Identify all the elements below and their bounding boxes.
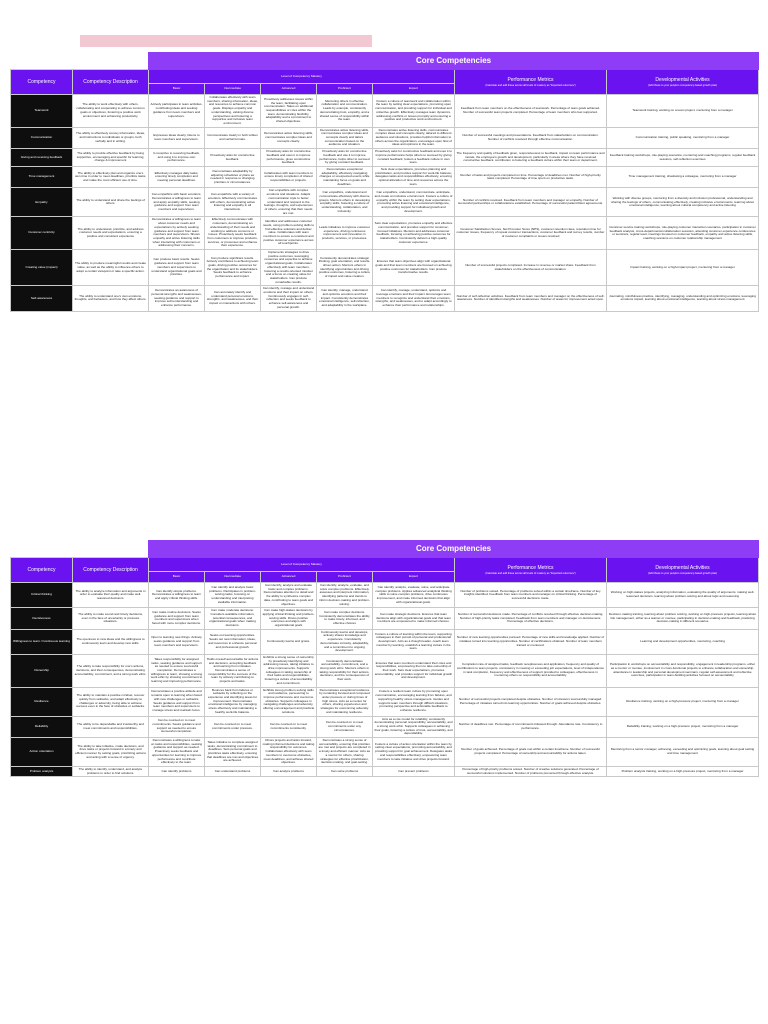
level-intermediate-cell: Effectively communicates with customers, demonstrating an understanding of their needs and working to address concerns or issues. Proactively seeks feedback from customers to improve products, services, or processes and enhance their experience. bbox=[205, 217, 261, 250]
level-basic-cell: Expresses ideas clearly, listens to team members and supervisors. bbox=[149, 127, 205, 149]
level-proficient-cell: Can empathize, understand and communicate effectively with diverse groups. Mentors others in developing empathy skills, fostering a culture of understanding, collaboration, and inclusivity. bbox=[317, 188, 373, 217]
level-advanced-cell: Exhibits strong problem-solving skills and resilience, persevering to improve performance and overcome obstacles. Supports colleagues in navigating challenges and adversity, offering encouragement and practical solutions. bbox=[261, 687, 317, 716]
level-basic-cell: Can empathize with basic emotions. Demonstrates a willingness to learn and apply empathy skills, seeking guidance and support from team members and supervisors. bbox=[149, 188, 205, 217]
level-expert-cell: Fosters a resilient team culture by promoting open communication, encouraging learning from failures, and supporting healthy stress management. Guides and supports team members through difficult situations, promoting perspective and actionable feedback to enhance resilience. bbox=[373, 687, 455, 716]
level-proficient-cell: Consistently demonstrates accountability, commitment, and a strong work ethic. Mentors others in taking responsibility for their actions, decisions, and the consequences of their work. bbox=[317, 654, 373, 687]
developmental-activities-cell: Customer service training workshops, role-playing customer interaction scenarios, participation in customer feedback analysis, cross-departmental collaboration sessions, attending customer experience conferences or seminars, regular team meetings focused on customer feedback, empathy and active listening skills, coaching sessions on customer relationship management bbox=[607, 217, 759, 250]
performance-metrics-cell: Number of goals achieved. Percentage of goals met within a certain timeframe. Number of successful projects completed. Percentage of ownership and accountability for actions taken. bbox=[455, 738, 607, 767]
description-header: Competency Description bbox=[73, 70, 149, 95]
level-proficient-cell: Leads initiatives to improve customer experience, driving continuous improvement and innovation in products, services, or processes. bbox=[317, 217, 373, 250]
performance-metrics-cell: Number of deadlines met. Percentage of commitments followed through. Attendance rate. Consistency in performance. bbox=[455, 716, 607, 738]
level-intermediate-cell: Can understand problems bbox=[205, 766, 261, 776]
level-basic-cell: Is receptive to receiving feedback, and using it to improve own performance. bbox=[149, 149, 205, 167]
level-intermediate-cell: Holds oneself accountable for actions and decisions, accepting feedback and learning from mistakes. Demonstrates a sense of responsibility for the success of the team by actively contributing to projects and tasks. bbox=[205, 654, 261, 687]
competency-description: The ability to effectively plan and organize one's own time in order to meet deadlines, prioritize tasks, and make the most efficient use of time. bbox=[73, 166, 149, 188]
competency-header: Competency bbox=[11, 558, 73, 583]
level-proficient-cell: Can identify, analyze, evaluate, and solve complex problems. Effectively assesses and interprets information, identifying patterns and trends to inform decision-making and problem-solving. bbox=[317, 583, 373, 608]
performance-metrics-cell: Number of successful decisions made. Percentage of conflicts resolved through effective decision-making. Number of high-priority tasks completed. Feedback from team members and manager on decisiveness. Percentage of effective decisions. bbox=[455, 608, 607, 630]
level-intermediate-header: Intermediate bbox=[205, 572, 261, 583]
performance-metrics-cell: Number of problems solved. Percentage of problems solved within a certain timeframe. Number of key insights identified. Feedback from team members and manager on critical thinking. Percentage of successful decisions made. bbox=[455, 583, 607, 608]
level-expert-header: Expert bbox=[373, 84, 455, 95]
activities-header: Developmental Activities (Add these to your people's competency-based growth plan) bbox=[607, 558, 759, 583]
metrics-header: Performance Metrics (Calculate and add these across all levels of mastery as "Expected outcomes") bbox=[455, 70, 607, 95]
level-intermediate-cell: Proactively asks for constructive feedback. bbox=[205, 149, 261, 167]
developmental-activities-cell: Feedback training workshops, role-playing scenarios, mentoring and coaching programs, regular feedback sessions, self-reflection exercises bbox=[607, 149, 759, 167]
level-basic-cell: Demonstrates an awareness of personal strengths and weaknesses, seeking guidance and support to improve self-understanding and enhance performance. bbox=[149, 286, 205, 311]
competency-description: The ability to be dependable and trustworthy and meet commitments and responsibilities. bbox=[73, 716, 149, 738]
level-intermediate-cell: Bounces back from failures or setbacks by reflecting on the experience and identifying areas for improvement. Demonstrates emotional intelligence by managing stress effectively and maintaining a healthy work-life balance. bbox=[205, 687, 261, 716]
level-proficient-cell: Demonstrates exceptional resilience by remaining focused and composed under pressure or during times of high stress. Acts as a mentor for others, sharing experiences and strategies for overcoming adversity and maintaining resilience. bbox=[317, 687, 373, 716]
competency-description: The ability to identify, understand, and analyze problems in order to find solutions. bbox=[73, 766, 149, 776]
level-advanced-cell: Identifies and addresses customer needs, using problem-solving skills to find effective solutions and deliver value. Collaborates with team members to ensure a consistent and positive customer experience across all touchpoints. bbox=[261, 217, 317, 250]
level-expert-cell: Sets clear expectations, promotes empathy and effective communication, and provides support for customer-focused initiatives. Mentors and addresses customer feedback, focusing on achieving positive outcomes for stakeholders. Consistently delivers a high-quality customer experience. bbox=[373, 217, 455, 250]
level-basic-cell: Can be counted on to meet commitments. Seeks guidance and support as needed to ensure successful completion. bbox=[149, 716, 205, 738]
level-expert-cell: Can prevent problems bbox=[373, 766, 455, 776]
level-intermediate-cell: Communicates clearly in both written and verbal formats. bbox=[205, 127, 261, 149]
developmental-activities-cell: Reliability training, working on a high-pressure project, mentoring from a manager bbox=[607, 716, 759, 738]
level-intermediate-header: Intermediate bbox=[205, 84, 261, 95]
competency-description: The openness to new ideas and the willingness to continuously learn and develop new skills. bbox=[73, 629, 149, 654]
competency-name: Self-awareness bbox=[11, 286, 73, 311]
developmental-activities-cell: Impact training, working on a high-impact project, mentoring from a manager bbox=[607, 250, 759, 286]
level-advanced-cell: Can be counted on to meet commitments consistently. bbox=[261, 716, 317, 738]
competency-name: Giving and receiving feedback bbox=[11, 149, 73, 167]
level-intermediate-cell: Can empathize with a variety of emotions. Effectively communicates with others, demonstrating active listening and empathy in all interactions. bbox=[205, 188, 261, 217]
level-intermediate-cell: Can produce significant results. Actively contributes to achieving team goals, driving positive outcomes for the organization and its stakeholders. Seeks feedback to enhance performance and impact. bbox=[205, 250, 261, 286]
competency-row bbox=[11, 687, 759, 716]
competency-row bbox=[11, 95, 759, 128]
table-title: Core Competencies bbox=[149, 53, 759, 70]
level-advanced-cell: Can empathize with complex emotions and situations. Adapts communication style to better understand and respond to the feelings, thoughts, and experiences of others, ensuring that their needs are met. bbox=[261, 188, 317, 217]
competency-description: The ability to provide effective feedback by being supportive, encouraging and specific for learning, change & improvement bbox=[73, 149, 149, 167]
level-advanced-cell: Can identify, analyze and evaluate basic and complex problems. Demonstrates attention to detail and the ability to synthesize complex data, contributing to team goals and objectives. bbox=[261, 583, 317, 608]
level-expert-cell: Ensures that team members understand their roles and responsibilities, empowering them to take ownership of their work. Sets clear expectations, promotes accountability, and provides support for individual growth and development. bbox=[373, 654, 455, 687]
level-proficient-cell: Can make complex decisions. Consistently demonstrates the ability to make timely, informed, and effective choices bbox=[317, 608, 373, 630]
developmental-activities-cell: Participation in workshops on accountability and responsibility, engagement in leadership programs, either as a mentor or mentee, involvement in cross-functional projects to enhance collaboration and ownership, attendance in leadership and personal development seminars, regular self-assessment and reflective exercises, participation in team-building activities focused on accountability bbox=[607, 654, 759, 687]
mastery-header: Level of Competency Mastery bbox=[149, 70, 455, 84]
competency-name: Teamwork bbox=[11, 95, 73, 128]
level-proficient-cell: Can be counted on to meet commitments under any circumstances. bbox=[317, 716, 373, 738]
competency-row bbox=[11, 188, 759, 217]
level-intermediate-cell: Can be counted on to meet commitments under pressure. bbox=[205, 716, 261, 738]
level-intermediate-cell: Can accurately identify and understand personal emotions, strengths, and weaknesses, and their impact on interactions with others. bbox=[205, 286, 261, 311]
level-advanced-cell: Continuously learns and grows. bbox=[261, 629, 317, 654]
title-spacer bbox=[11, 541, 149, 558]
competency-name: Decisiveness bbox=[11, 608, 73, 630]
level-proficient-header: Proficient bbox=[317, 84, 373, 95]
performance-metrics-cell: Feedback from team members on the effectiveness of teamwork. Percentage of team goals achieved. Number of successful team projects completed. Percentage of team members who feel supported. bbox=[455, 95, 607, 128]
competency-row bbox=[11, 286, 759, 311]
developmental-activities-cell: Time management training, shadowing a colleague, mentoring from a manager bbox=[607, 166, 759, 188]
competency-row bbox=[11, 149, 759, 167]
level-proficient-header: Proficient bbox=[317, 572, 373, 583]
level-basic-cell: Can identify problems bbox=[149, 766, 205, 776]
level-proficient-cell: Demonstrates active listening skills, communicates complex ideas and concepts clearly and tailors communication based on the audience and situation. bbox=[317, 127, 373, 149]
level-expert-header: Expert bbox=[373, 572, 455, 583]
table-title: Core Competencies bbox=[149, 541, 759, 558]
level-proficient-cell: Demonstrates exceptional adaptability, effectively navigating changes or unexpected events while maintaining focus on goals and deadlines. bbox=[317, 166, 373, 188]
title-spacer bbox=[11, 53, 149, 70]
level-intermediate-cell: Demonstrates adaptability by adjusting schedules or plans as needed in response to changing priorities or circumstances. bbox=[205, 166, 261, 188]
mastery-header: Level of Competency Mastery bbox=[149, 558, 455, 572]
level-expert-cell: Ensures that team objectives align with organizational goals and that team members are focused on achieving positive outcomes for stakeholders. Can produce transformative results. bbox=[373, 250, 455, 286]
competency-row bbox=[11, 654, 759, 687]
level-advanced-cell: Proactively asks for constructive feedback and uses it to improve performance, gives constructive feedback. bbox=[261, 149, 317, 167]
developmental-activities-cell: Decision-making training, learning about problem solving, working on high-pressure projects, learning about risk management, either as a learner or mentee, participating in decision-making and feedback, practicing decision-making in different scenarios bbox=[607, 608, 759, 630]
level-intermediate-cell: Takes initiative to complete assigned tasks, demonstrating commitment to deadlines. Sets personal goals and prioritizes tasks effectively, ensuring that deadlines are met and objectives are achieved. bbox=[205, 738, 261, 767]
competency-name: Ownership bbox=[11, 654, 73, 687]
level-basic-cell: Can produce basic results. Seeks guidance and support from team members and supervisors to understand organizational goals and priorities. bbox=[149, 250, 205, 286]
level-advanced-cell: Can analyze problems bbox=[261, 766, 317, 776]
level-proficient-cell: Proactively asks for constructive feedback and use it to improve performance, helps other to succeed by giving constant feedback. bbox=[317, 149, 373, 167]
level-proficient-cell: Can identify, manage, understand and optimize emotions and their impact. Consistently demonstrates emotional intelligence, self-reflection, and adaptability in the workplace. bbox=[317, 286, 373, 311]
competency-row bbox=[11, 629, 759, 654]
level-advanced-cell: Collaborates with team members to ensure timely completion of shared responsibilities or projects. bbox=[261, 166, 317, 188]
level-advanced-cell: Drives projects and tasks forward, making informed decisions and taking responsibility for outcomes. Collaborates effectively with team members to overcome obstacles, meet deadlines, and achieve shared objectives. bbox=[261, 738, 317, 767]
metrics-header: Performance Metrics (Calculate and add these across all levels of mastery as "Expected outcomes") bbox=[455, 558, 607, 583]
level-basic-cell: Actively participates in team activities, contributing ideas and seeking guidance from team members and supervisors. bbox=[149, 95, 205, 128]
level-intermediate-cell: Seeks out learning opportunities. Seeks out new information, ideas, and resources to enhance personal and professional growth. bbox=[205, 629, 261, 654]
competency-name: Critical thinking bbox=[11, 583, 73, 608]
competency-row bbox=[11, 250, 759, 286]
competency-description: The ability to make sound and timely decisions, even in the face of uncertainty or pressure situations. bbox=[73, 608, 149, 630]
level-basic-cell: Effectively manages daily tasks, ensuring timely completion and meeting personal deadlines. bbox=[149, 166, 205, 188]
competency-row bbox=[11, 127, 759, 149]
performance-metrics-cell: Number of successful projects completed despite obstacles. Number of stressors successfully managed. Percentage of mistakes turned into learning opportunities. Number of goals achieved despite obstacles. bbox=[455, 687, 607, 716]
level-expert-cell: Sets clear expectations, promotes planning and prioritization, and provides support for work-life balance; delegates tasks and responsibilities effectively, ensuring optimal allocation of time and resources across the team. bbox=[373, 166, 455, 188]
level-basic-header: Basic bbox=[149, 84, 205, 95]
performance-metrics-cell: Completion rate of assigned tasks, feedback receptiveness and application, frequency and quality of contributions to team projects, consistency in meeting or exceeding job expectations, level of independence in task completion, frequency and effectiveness of support provided to colleagues, effectiveness in mentoring others on responsibility and accountability bbox=[455, 654, 607, 687]
developmental-activities-cell: Teamwork training, working on a team project, mentoring from a manager bbox=[607, 95, 759, 128]
highlight-bar bbox=[80, 35, 372, 47]
developmental-activities-cell: Working on high-stakes projects, analyzing information, evaluating the quality of arguments, making well-reasoned decisions, learning about problem-solving and about logic and reasoning bbox=[607, 583, 759, 608]
performance-metrics-cell: Number of conflicts resolved. Feedback from team members and manager on empathy. Number of successful partnerships or collaborations established. Percentage of successful patient/client agreements. bbox=[455, 188, 607, 217]
level-advanced-cell: Demonstrates active listening skills, communicates complex ideas and concepts clearly. bbox=[261, 127, 317, 149]
competency-description: The ability to work effectively with others, collaborating and cooperating to achieve common goals or objectives, fostering a positive work environment and enhancing productivity. bbox=[73, 95, 149, 128]
performance-metrics-cell: Customer Satisfaction Scores, Net Promoter Score (NPS), customer retention rates, resolution time for customer issues, frequency of repeat customer transactions, customer feedback and survey results, number of customer complaints or issues resolved bbox=[455, 217, 607, 250]
competency-row bbox=[11, 608, 759, 630]
performance-metrics-cell: Number of successful projects completed. Increase in revenue or market share. Feedback from stakeholders on the effectiveness of communication. bbox=[455, 250, 607, 286]
competency-name: Customer centricity bbox=[11, 217, 73, 250]
level-expert-cell: Demonstrates active listening skills, communicates complex ideas and concepts clearly, tailored to different audience and situations, provides helpful information to others across the organization, encourages open flow of ideas and opinions in the team. bbox=[373, 127, 455, 149]
level-basic-cell: Demonstrates a willingness to learn about customer needs and expectations by actively seeking guidance and support from team members and supervisors. Shows empathy and active listening skills when interacting with customers or addressing their concerns. bbox=[149, 217, 205, 250]
level-expert-cell: Fosters a culture of action orientation within the team by setting clear expectations, promoting accountability, and providing support for goal achievement. Delegates tasks and responsibilities effectively, empowering team members to take initiative and drive projects forward. bbox=[373, 738, 455, 767]
performance-metrics-cell: Number of self-reflection activities. Feedback from team members and manager on the effectiveness of self-awareness. Number of identified strengths and weaknesses. Number of areas for improvement acted upon. bbox=[455, 286, 607, 311]
level-expert-cell: Can identify, analyze, evaluate, solve, and anticipate complex problems. Applies advanced analytical thinking skills to solve complex problems, drive continuous improvement, and make informed decisions that align with organizational goals. bbox=[373, 583, 455, 608]
level-proficient-cell: Continuously learns and develops, actively shares knowledge and experience. Consistently demonstrates curiosity, adaptability, and a commitment to ongoing development. bbox=[317, 629, 373, 654]
competency-description: The ability to understand, prioritize, and address customer needs and expectations, ensuring a positive and consistent experience bbox=[73, 217, 149, 250]
competency-row bbox=[11, 217, 759, 250]
level-basic-cell: Can make routine decisions. Seeks guidance and support from team members and supervisors when faced with more complex decisions. bbox=[149, 608, 205, 630]
level-expert-cell: Fosters a culture of teamwork and collaboration within the team by setting clear expectations, promoting open communication, and providing support for individual and collective growth. Effectively manages team dynamics, addressing conflicts or issues promptly and ensuring a positive and productive work environment. bbox=[373, 95, 455, 128]
competency-name: Reliability bbox=[11, 716, 73, 738]
competency-description: The ability to understand and share the feelings of others. bbox=[73, 188, 149, 217]
description-header: Competency Description bbox=[73, 558, 149, 583]
level-basic-cell: Open to learning new things. Actively seeks guidance and support from team members and supervisors. bbox=[149, 629, 205, 654]
level-advanced-header: Advanced bbox=[261, 572, 317, 583]
competency-row bbox=[11, 583, 759, 608]
competency-name: Empathy bbox=[11, 188, 73, 217]
level-basic-cell: Can identify simple problems. Demonstrates a willingness to learn and apply critical thinking skills. bbox=[149, 583, 205, 608]
performance-metrics-cell: Percentage of high-priority problems solved. Number of creative solutions generated. Percentage of successful solutions implemented. Number of problems prevented through effective analysis. bbox=[455, 766, 607, 776]
competency-row bbox=[11, 716, 759, 738]
performance-metrics-cell: The frequency and quality of feedback given, responsiveness to feedback, impact on team performance and morale, the employee's growth and development, particularly in areas where they have received constructive feedback, contribution to fostering a feedback culture within their team or department. bbox=[455, 149, 607, 167]
competency-header: Competency bbox=[11, 70, 73, 95]
developmental-activities-cell: Learning and development opportunities, mentoring, coaching bbox=[607, 629, 759, 654]
performance-metrics-cell: Number of new learning opportunities pursued. Percentage of new skills and knowledge applied. Number of mistakes turned into learning opportunities. Number of certifications obtained. Number of team members trained or mentored. bbox=[455, 629, 607, 654]
competency-name: Time management bbox=[11, 166, 73, 188]
competency-description: The ability to understand one's own emotions, thoughts, and behaviors, and how they affect others. bbox=[73, 286, 149, 311]
level-basic-cell: Takes responsibility for assigned tasks, seeking guidance and support as needed to ensure successful completion. Demonstrates a willingness to learn, showing a strong work ethic by showing commitment to learning and improving performance. bbox=[149, 654, 205, 687]
level-expert-cell: Can make strategic decisions. Ensures that team decisions align with organizational goals and that team members are empowered to make informed choices. bbox=[373, 608, 455, 630]
level-proficient-cell: Demonstrates a strong sense of accountability, ensuring that priorities are met and projects are completed in a timely and efficient manner. Acts as a mentor for others, sharing strategies for effective prioritization, decision-making, and goal-setting. bbox=[317, 738, 373, 767]
developmental-activities-cell: Communication training, public speaking, mentoring from a manager bbox=[607, 127, 759, 149]
level-basic-cell: Demonstrates a willingness to take on tasks and responsibilities, seeking guidance and support as needed. Proactively seeks feedback and opportunities for learning to improve performance and contribute effectively to the team. bbox=[149, 738, 205, 767]
level-basic-header: Basic bbox=[149, 572, 205, 583]
level-expert-cell: Proactively asks for constructive feedback and uses it to improve performance helps others to succeed by giving constant feedback, fosters a feedback culture in own team. bbox=[373, 149, 455, 167]
competency-name: Problem analysis bbox=[11, 766, 73, 776]
level-intermediate-cell: Can identify and analyze basic problems. Participates in problem-solving tasks, focusing on understanding and interpreting available information. bbox=[205, 583, 261, 608]
level-intermediate-cell: Collaborates effectively with team members, sharing information, ideas, and resources to achieve common goals. Displays empathy and understanding, valuing diverse perspectives and fostering a supportive and inclusive team environment. bbox=[205, 95, 261, 128]
competency-name: Creating value (impact) bbox=[11, 250, 73, 286]
competency-name: Resilience bbox=[11, 687, 73, 716]
activities-header: Developmental Activities (Add these to your people's competency-based growth plan) bbox=[607, 70, 759, 95]
competency-description: The ability to produce meaningful results and create value, as well as the ability to influence others to adopt a certain viewpoint or take a specific action. bbox=[73, 250, 149, 286]
competency-name: Action orientation bbox=[11, 738, 73, 767]
level-expert-cell: Can identify, manage, understand, optimize and leverage emotions and their impact. Encourages team members to recognize and understand their emotions, strengths, and weaknesses, and to adapt accordingly to enhance their performance and relationships. bbox=[373, 286, 455, 311]
competency-description: The ability to analyze information and arguments in order to evaluate their quality and make well-reasoned decisions. bbox=[73, 583, 149, 608]
performance-metrics-cell: Number of tasks and projects completed on time. Percentage of deadlines met. Number of high-priority tasks completed. Percentage of time spent on productive tasks. bbox=[455, 166, 607, 188]
competency-description: The ability to effectively convey information, ideas, and instructions to individuals or groups, both verbally and in writing. bbox=[73, 127, 149, 149]
level-proficient-cell: Consistently demonstrates strategic thinking, goal orientation, and results-driven action. Mentors others in identifying opportunities and driving positive outcomes, fostering a culture of impact and value creation. bbox=[317, 250, 373, 286]
level-advanced-cell: Can identify, manage and understand emotions and their impact on others. Continuously engages in self-reflection and seeks feedback to enhance self-awareness and personal growth. bbox=[261, 286, 317, 311]
developmental-activities-cell: Problem analysis training, working on a high-pressure project, mentoring from a manager bbox=[607, 766, 759, 776]
competency-name: Communication bbox=[11, 127, 73, 149]
level-basic-cell: Demonstrates a positive attitude and remains open to learning when faced with new challenges or setbacks. Seeks guidance and support from team members and supervisors to manage stress and maintain focus. bbox=[149, 687, 205, 716]
level-expert-cell: Can empathize, understand, communicate, anticipate, and create an inclusive environment. Fosters a culture of empathy within the team by setting clear expectations, promoting active listening and emotional intelligence, and providing support for individual growth and development. bbox=[373, 188, 455, 217]
competency-row bbox=[11, 166, 759, 188]
level-proficient-cell: Mentoring others in effective collaboration and communication. Leads by example, consistently demonstrating trust, empathy, and a shared sense of responsibility within the team. bbox=[317, 95, 373, 128]
level-proficient-cell: Can solve problems bbox=[317, 766, 373, 776]
level-advanced-cell: Proactively addresses issues within the team, facilitating open communication. Takes on additional responsibilities or roles within the team, demonstrating flexibility, adaptability and a commitment to shared objectives. bbox=[261, 95, 317, 128]
developmental-activities-cell: Working with diverse groups, mentoring from a diversity and inclusion professional, understanding and sharing the feelings of others, communicating effectively, creating inclusive environments, learning about emotional intelligence, learning about cultural competency and active listening bbox=[607, 188, 759, 217]
competency-table-2 bbox=[10, 540, 759, 777]
level-intermediate-cell: Can make moderate decisions. Considers available information, potential consequences, and organizational goals when making decisions. bbox=[205, 608, 261, 630]
level-expert-cell: Acts as a role model for reliability, consistently demonstrating personal responsibility, accountability, and a strong work ethic. Supports colleagues in achieving their goals, fostering a culture of trust, accountability, and dependability. bbox=[373, 716, 455, 738]
developmental-activities-cell: Resilience training, working on a high-pressure project, mentoring from a manager bbox=[607, 687, 759, 716]
level-expert-cell: Fosters a culture of learning within the team, supporting colleagues in their pursuit of personal and professional development. Acts as a thought leader, coach team member by learning, establish a learning culture in the team. bbox=[373, 629, 455, 654]
developmental-activities-cell: Journaling, mindfulness practice, identifying, managing, understanding and optimizing emotions, leveraging emotions impact, learning about emotional intelligence, learning about stress management bbox=[607, 286, 759, 311]
performance-metrics-cell: Number of successful meetings and presentations. Feedback from stakeholders on communication. Number of conflicts resolved through effective communication. bbox=[455, 127, 607, 149]
competency-table-1 bbox=[10, 52, 759, 312]
competency-row bbox=[11, 766, 759, 776]
competency-description: The ability to maintain a positive mindset, recover quickly from setbacks, and adapt effectively to challenges or adversity, being able to achieve success even in the face of obstacles or setbacks. bbox=[73, 687, 149, 716]
competency-row bbox=[11, 738, 759, 767]
competency-description: The ability to take initiative, make decisions, and drive tasks or projects forward in a timely and efficient manner by setting goals, prioritizing actions and acting with a sense of urgency. bbox=[73, 738, 149, 767]
level-advanced-header: Advanced bbox=[261, 84, 317, 95]
competency-description: The ability to take responsibility for one's actions, decisions, and their consequences, demonstrating accountability, commitment, and a strong work ethic. bbox=[73, 654, 149, 687]
level-advanced-cell: Can make high-stakes decisions by applying critical thinking and problem-solving skills. Drives positive outcomes and aligns with organizational goals bbox=[261, 608, 317, 630]
level-advanced-cell: Implements strategies to drive positive outcomes, leveraging resources and expertise to achieve organizational goals. Collaborates effectively with team members, fostering a results-oriented mindset and a focus on creating value for stakeholders. Can produce remarkable results. bbox=[261, 250, 317, 286]
competency-name: Willingness to learn / Continuous learning bbox=[11, 629, 73, 654]
level-advanced-cell: Exhibits a strong sense of ownership by proactively identifying and addressing issues, taking initiative to drive improvements. Supports colleagues in taking ownership of their tasks and responsibilities, fostering a culture of accountability and commitment. bbox=[261, 654, 317, 687]
developmental-activities-cell: Mentoring from a senior manager, achieving, exceeding and optimizing goals, learning about goal setting and time management bbox=[607, 738, 759, 767]
